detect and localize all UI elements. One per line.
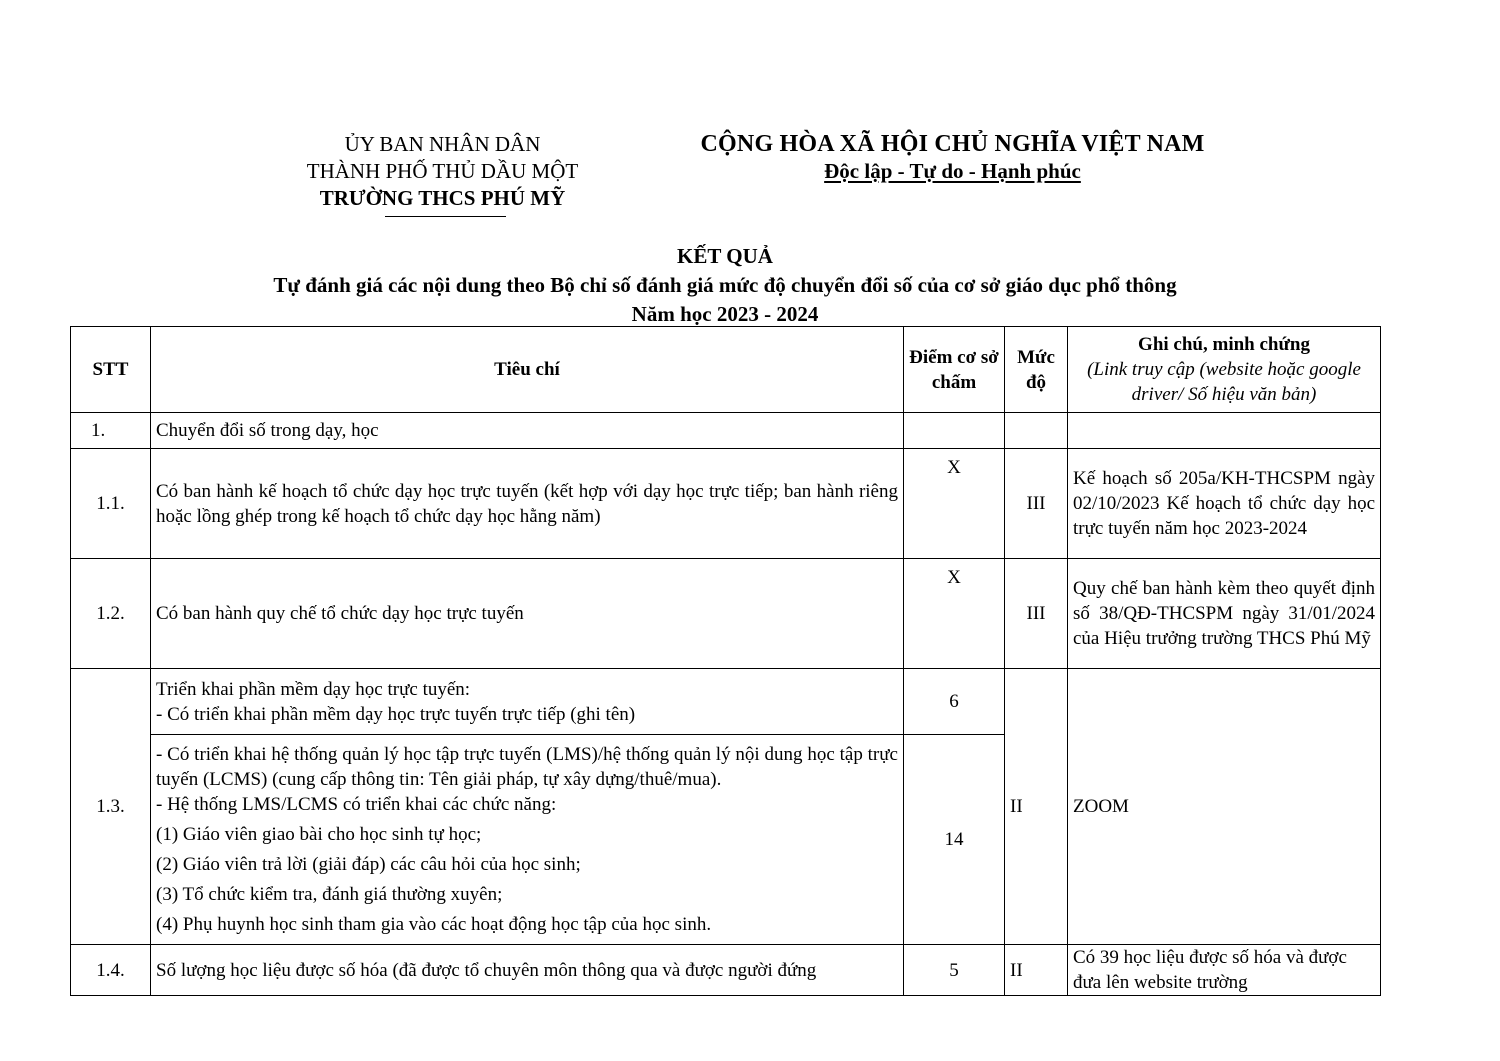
row-score: 14 [904, 735, 1005, 945]
table-row [71, 945, 1381, 996]
row-level: III [1005, 559, 1068, 669]
national-motto-block [660, 131, 1245, 187]
header-score: Điểm cơ sở chấm [904, 327, 1005, 413]
criteria-line: (3) Tổ chức kiểm tra, đánh giá thường xuyên; [156, 884, 503, 905]
criteria-line: (1) Giáo viên giao bài cho học sinh tự học; [156, 824, 482, 845]
evaluation-table [70, 326, 1381, 996]
title-line-3: Năm học 2023 - 2024 [631, 302, 819, 326]
row-note: Kế hoạch số 205a/KH-THCSPM ngày 02/10/2023 Kế hoạch tổ chức dạy học trực tuyến năm học 2023-2024 [1068, 449, 1381, 559]
header-level: Mức độ [1005, 327, 1068, 413]
row-level: III [1005, 449, 1068, 559]
issuer-line-1: ỦY BAN NHÂN DÂN [344, 132, 541, 156]
criteria-line: - Có triển khai hệ thống quản lý học tập trực tuyến (LMS)/hệ thống quản lý nội dung học tập trực tuyến (LCMS) (cung cấp thông tin: Tên giải pháp, tự xây dựng/thuê/mua). [156, 744, 898, 790]
header-criteria: Tiêu chí [151, 327, 904, 413]
criteria-text: Số lượng học liệu được số hóa (đã được tổ chuyên môn thông qua và được người đứng [156, 959, 817, 981]
table-row [71, 669, 1381, 735]
national-title: CỘNG HÒA XÃ HỘI CHỦ NGHĨA VIỆT NAM [700, 131, 1205, 157]
row-score: X [904, 559, 1005, 669]
row-score: 5 [904, 945, 1005, 996]
row-note: Quy chế ban hành kèm theo quyết định số 38/QĐ-THCSPM ngày 31/01/2024 của Hiệu trưởng trường THCS Phú Mỹ [1068, 559, 1381, 669]
row-criteria: Có ban hành kế hoạch tổ chức dạy học trực tuyến (kết hợp với dạy học trực tiếp; ban hành riêng hoặc lồng ghép trong kế hoạch tổ chức dạy học hằng năm) [151, 449, 904, 559]
title-line-1: KẾT QUẢ [677, 244, 773, 268]
criteria-line: Triển khai phần mềm dạy học trực tuyến: [156, 678, 471, 700]
section-stt: 1. [71, 413, 151, 449]
issuer-underline [385, 216, 506, 217]
criteria-line: (4) Phụ huynh học sinh tham gia vào các hoạt động học tập của học sinh. [156, 914, 712, 935]
section-title: Chuyển đổi số trong dạy, học [151, 413, 904, 449]
row-criteria-part-b [151, 735, 904, 945]
header-stt: STT [71, 327, 151, 413]
table-header-row [71, 327, 1381, 413]
row-stt: 1.2. [71, 559, 151, 669]
row-stt: 1.4. [71, 945, 151, 996]
row-stt: 1.3. [71, 669, 151, 945]
row-criteria [151, 945, 904, 996]
issuer-block [270, 131, 615, 212]
row-criteria-part-a [151, 669, 904, 735]
row-note: Có 39 học liệu được số hóa và được đưa lên website trường [1068, 945, 1381, 996]
header-note [1068, 327, 1381, 413]
issuer-line-2: THÀNH PHỐ THỦ DẦU MỘT [306, 159, 579, 183]
header-note-title: Ghi chú, minh chứng [1138, 334, 1310, 355]
criteria-line: (2) Giáo viên trả lời (giải đáp) các câu hỏi của học sinh; [156, 854, 581, 875]
row-note: ZOOM [1068, 669, 1381, 945]
row-criteria: Có ban hành quy chế tổ chức dạy học trực tuyến [151, 559, 904, 669]
table-row [71, 559, 1381, 669]
criteria-line: - Hệ thống LMS/LCMS có triển khai các chức năng: [156, 794, 557, 815]
criteria-line: - Có triển khai phần mềm dạy học trực tuyến trực tiếp (ghi tên) [156, 703, 636, 725]
section-level-cell [1005, 413, 1068, 449]
national-motto: Độc lập - Tự do - Hạnh phúc [824, 159, 1081, 183]
row-score: 6 [904, 669, 1005, 735]
section-note-cell [1068, 413, 1381, 449]
header-note-subtitle: (Link truy cập (website hoặc google driver/ Số hiệu văn bản) [1087, 359, 1361, 405]
row-stt: 1.1. [71, 449, 151, 559]
issuer-school-name: TRƯỜNG THCS PHÚ MỸ [319, 186, 566, 210]
section-row [71, 413, 1381, 449]
document-title [0, 242, 1450, 329]
title-line-2: Tự đánh giá các nội dung theo Bộ chỉ số đánh giá mức độ chuyển đổi số của cơ sở giáo dục phổ thông [273, 273, 1177, 297]
section-score-cell [904, 413, 1005, 449]
table-row [71, 449, 1381, 559]
row-level: II [1005, 669, 1068, 945]
row-level: II [1005, 945, 1068, 996]
row-score: X [904, 449, 1005, 559]
